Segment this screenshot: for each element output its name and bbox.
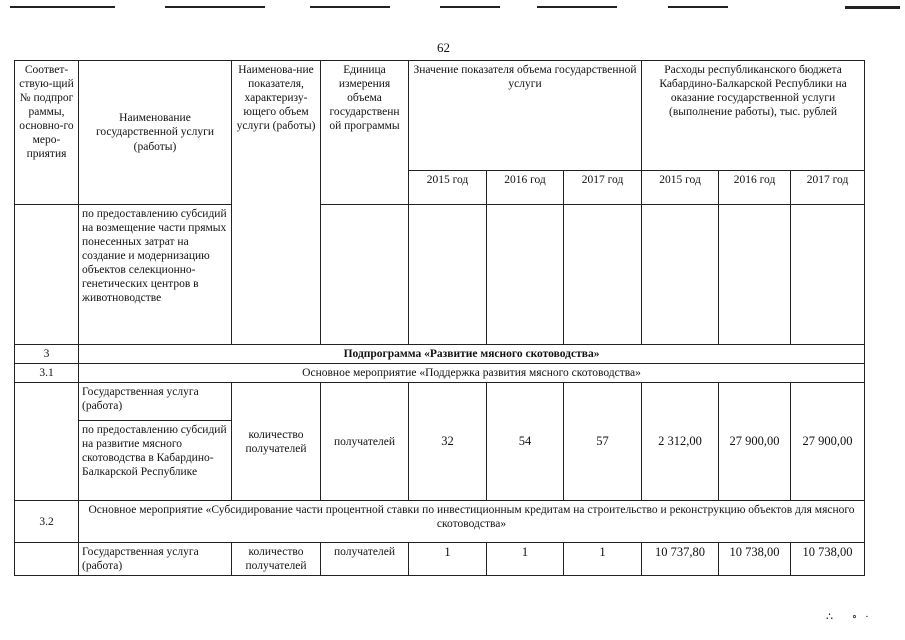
table-cell (15, 421, 79, 501)
value-cell: 10 737,80 (642, 543, 719, 576)
scan-artifact (668, 6, 728, 8)
year-header: 2015 год (642, 171, 719, 205)
table-cell (487, 205, 564, 345)
value-cell: 1 (564, 543, 642, 576)
value-cell: 32 (409, 383, 487, 501)
table-cell (719, 205, 791, 345)
services-table (14, 60, 865, 576)
scan-marks: ∴ ∘· (826, 611, 877, 623)
value-cell: 1 (409, 543, 487, 576)
scan-artifact (165, 6, 265, 8)
carry-over-description: по предоставлению субсидий на возмещение части прямых понесенных затрат на создание и модернизацию объектов селекционно-генетических центров в животноводстве (79, 205, 232, 345)
unit-name: получателей (321, 543, 409, 576)
scan-artifact (845, 6, 900, 9)
table-cell (15, 205, 79, 345)
scan-artifact (537, 6, 617, 8)
indicator-name: количество получателей (232, 383, 321, 501)
row-number: 3 (15, 345, 79, 364)
value-cell: 27 900,00 (791, 383, 865, 501)
service-description: по предоставлению субсидий на развитие мясного скотоводства в Кабардино-Балкарской Республике (79, 421, 232, 501)
table-cell (232, 205, 321, 345)
header-program-number: Соответ-ствую-щий № подпрог раммы, основно-го меро-приятия (15, 61, 79, 205)
activity-title: Основное мероприятие «Субсидирование части процентной ставки по инвестиционным кредитам на строительство и реконструкцию объектов для мясного скотоводства» (79, 501, 865, 543)
row-number: 3.2 (15, 501, 79, 543)
year-header: 2015 год (409, 171, 487, 205)
table-cell (15, 543, 79, 576)
value-cell: 10 738,00 (719, 543, 791, 576)
scan-artifact (310, 6, 390, 8)
page-number: 62 (437, 40, 450, 55)
unit-name: получателей (321, 383, 409, 501)
scan-artifact (440, 6, 500, 8)
table-cell (321, 205, 409, 345)
service-label: Государственная услуга (работа) (79, 383, 232, 421)
table-cell (15, 383, 79, 421)
value-cell: 2 312,00 (642, 383, 719, 501)
header-unit: Единица измерения объема государственн ой программы (321, 61, 409, 205)
table-cell (409, 205, 487, 345)
table-cell (564, 205, 642, 345)
indicator-name: количество получателей (232, 543, 321, 576)
header-indicator-name: Наименова-ние показателя, характеризу-ющего объем услуги (работы) (232, 61, 321, 205)
row-number: 3.1 (15, 364, 79, 383)
year-header: 2016 год (487, 171, 564, 205)
value-cell: 27 900,00 (719, 383, 791, 501)
value-cell: 1 (487, 543, 564, 576)
value-cell: 57 (564, 383, 642, 501)
header-spend-group: Расходы республиканского бюджета Кабардино-Балкарской Республики на оказание государственной услуги (выполнение работы), тыс. рублей (642, 61, 865, 171)
service-label: Государственная услуга (работа) (79, 543, 232, 576)
table-cell (791, 205, 865, 345)
scan-artifact (10, 6, 115, 8)
header-service-name: Наименование государственной услуги (работы) (79, 61, 232, 205)
subprogram-title: Подпрограмма «Развитие мясного скотоводства» (79, 345, 865, 364)
value-cell: 10 738,00 (791, 543, 865, 576)
header-volume-group: Значение показателя объема государственной услуги (409, 61, 642, 171)
year-header: 2017 год (791, 171, 865, 205)
table-cell (642, 205, 719, 345)
activity-title: Основное мероприятие «Поддержка развития мясного скотоводства» (79, 364, 865, 383)
value-cell: 54 (487, 383, 564, 501)
year-header: 2016 год (719, 171, 791, 205)
year-header: 2017 год (564, 171, 642, 205)
